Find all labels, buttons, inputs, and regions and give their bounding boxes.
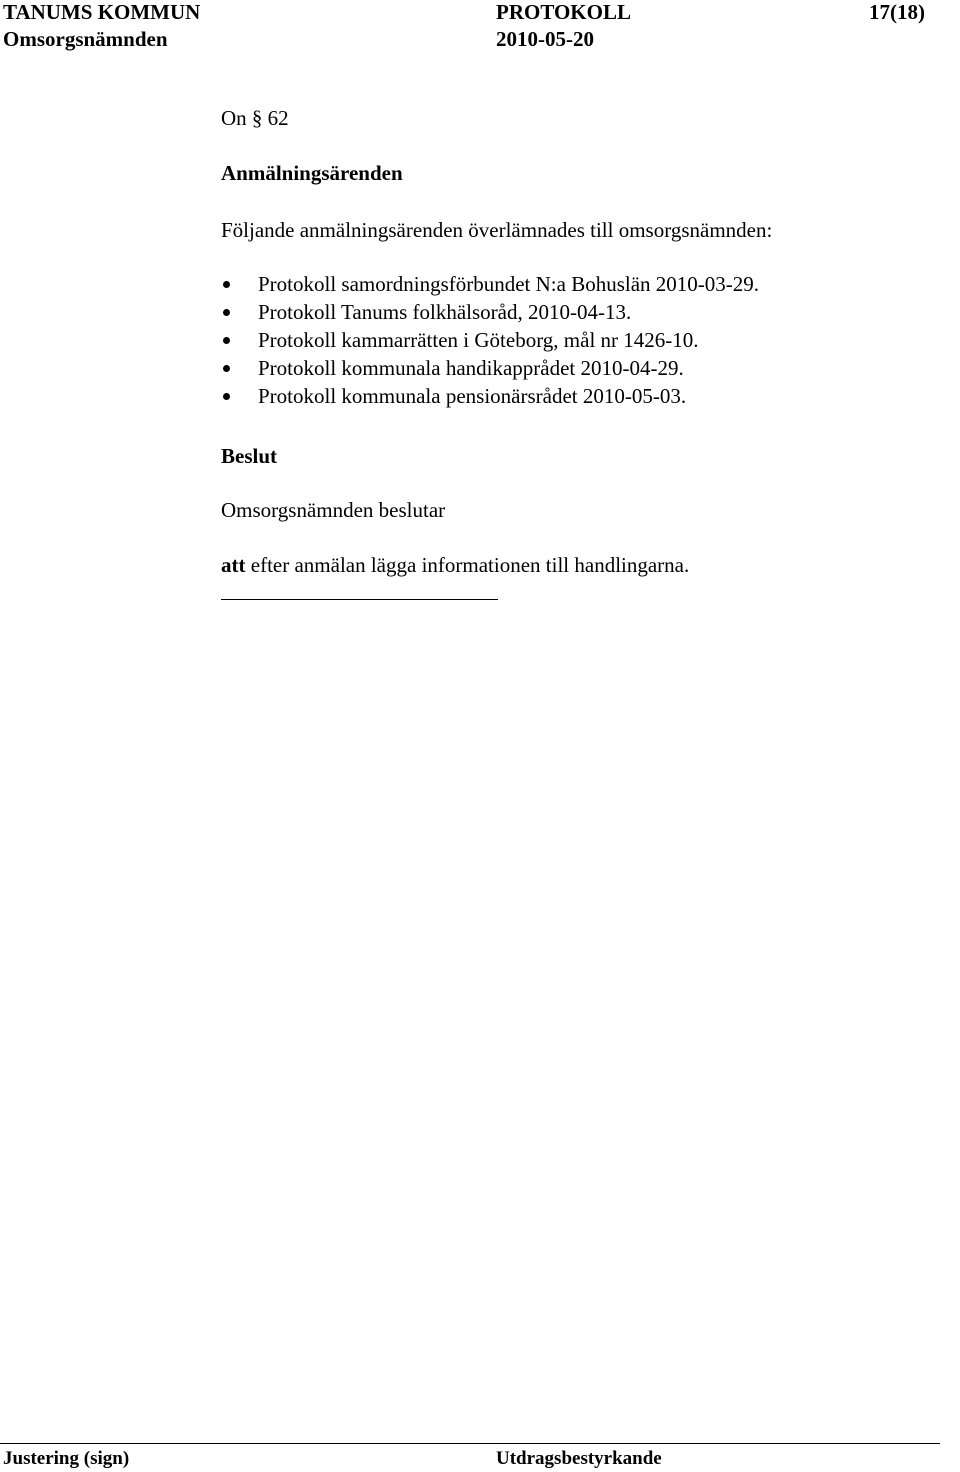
list-item-text: Protokoll samordningsförbundet N:a Bohuslän 2010-03-29. <box>258 272 760 296</box>
list-item-text: Protokoll kommunala pensionärsrådet 2010-05-03. <box>258 384 687 408</box>
end-of-section-rule <box>221 599 498 600</box>
bullet-icon <box>223 365 230 372</box>
list-item-text: Protokoll kommunala handikapprådet 2010-04-29. <box>258 356 684 380</box>
section-title: Anmälningsärenden <box>221 161 403 185</box>
header-org: TANUMS KOMMUN <box>3 0 201 24</box>
notification-list <box>221 270 759 410</box>
decision-heading: Beslut <box>221 444 278 468</box>
footer-justering-label: Justering (sign) <box>3 1448 130 1469</box>
footer-rule <box>0 1443 940 1444</box>
att-keyword: att <box>221 553 246 577</box>
list-item <box>221 270 759 298</box>
bullet-icon <box>223 393 230 400</box>
paragraph-ref: On § 62 <box>221 106 289 130</box>
header-page-number: 17(18) <box>869 0 925 24</box>
list-item <box>221 326 759 354</box>
header-committee: Omsorgsnämnden <box>3 27 168 51</box>
list-item-text: Protokoll Tanums folkhälsoråd, 2010-04-13. <box>258 300 632 324</box>
header-date: 2010-05-20 <box>496 27 594 51</box>
list-item <box>221 382 759 410</box>
list-item <box>221 298 759 326</box>
section-intro: Följande anmälningsärenden överlämnades till omsorgsnämnden: <box>221 218 773 242</box>
list-item-text: Protokoll kammarrätten i Göteborg, mål nr 1426-10. <box>258 328 699 352</box>
att-text: efter anmälan lägga informationen till handlingarna. <box>245 553 690 577</box>
bullet-icon <box>223 309 230 316</box>
bullet-icon <box>223 281 230 288</box>
header-doc-type: PROTOKOLL <box>496 0 631 24</box>
decision-att-line <box>221 551 689 579</box>
decision-statement: Omsorgsnämnden beslutar <box>221 498 446 522</box>
bullet-icon <box>223 337 230 344</box>
footer-utdrag-label: Utdragsbestyrkande <box>496 1448 662 1469</box>
list-item <box>221 354 759 382</box>
